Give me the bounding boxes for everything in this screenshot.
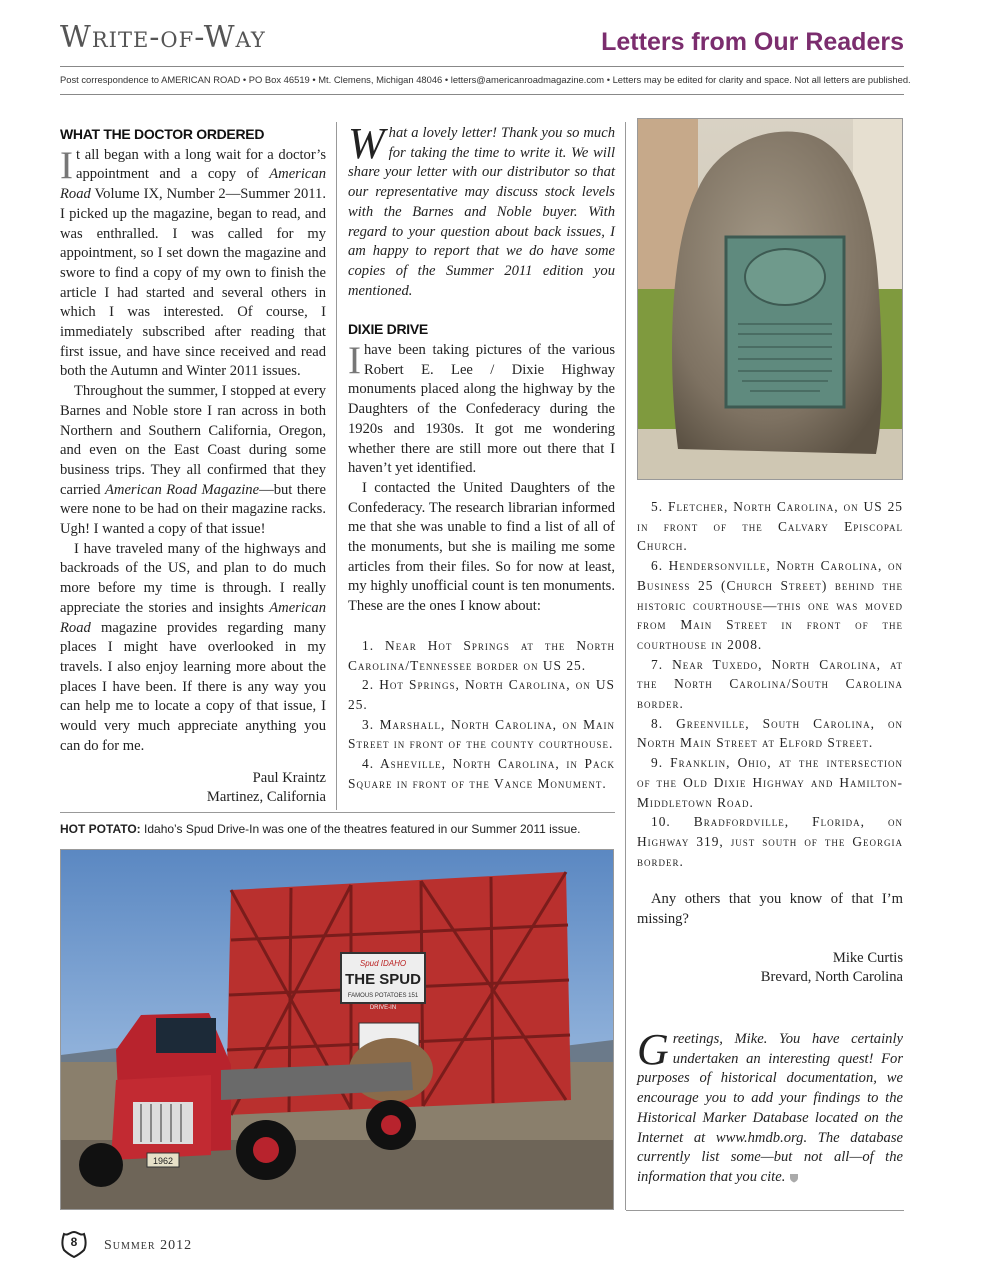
correspondence-line: Post correspondence to AMERICAN ROAD • PO Box 46519 • Mt. Clemens, Michigan 48046 • letters@americanroadmagazine.com • Letters may be edited for clarity and space. Not all letters are published. — [60, 74, 911, 85]
masthead: Write-of-Way — [60, 20, 266, 55]
letter-paragraph: I have traveled many of the highways and backroads of the US, and plan to do much more before my time is through. I really appreciate the stories and insights American Road magazine provides regarding many places I might have overlooked in my travels. I also enjoy learning more about the places I have been. If there is any way you can help me to locate a copy of that issue, I would very much appreciate anything you can do for me. — [60, 540, 326, 754]
editor-reply — [348, 119, 615, 301]
header-rule-bottom — [60, 94, 904, 95]
column-middle — [348, 119, 615, 794]
list-item: 3. Marshall, North Carolina, on Main Street in front of the county courthouse. — [348, 716, 615, 752]
letter-heading: DIXIE DRIVE — [348, 321, 428, 338]
spud-drive-in-photo — [60, 849, 614, 1210]
column-rule — [626, 1210, 904, 1211]
letter-paragraph: Throughout the summer, I stopped at every Barnes and Noble store I ran across in both Northern and Southern California, Oregon, and even on the East Coast during some business trips. They all confirmed that they carried American Road Magazine—but there were none to be had on their magazine racks. Ugh! I wanted a copy of that issue! — [60, 383, 326, 538]
reply-paragraph: What a lovely letter! Thank you so much for taking the time to write it. We will share your letter with our distributor so that our representative may discuss stock levels with the Barnes and Noble buyer. With regard to your question about back issues, I am happy to report that we do have some copies of the Summer 2011 edition you mentioned. — [348, 119, 615, 299]
list-item: 6. Hendersonville, North Carolina, on Business 25 (Church Street) behind the historic courthouse—this one was moved from Main Street in front of the courthouse in 2008. — [637, 558, 903, 652]
signature-place: Brevard, North Carolina — [760, 969, 903, 986]
end-mark-icon — [789, 1173, 799, 1183]
monument-photo — [637, 118, 903, 480]
license-plate: 1962 — [152, 1156, 174, 1166]
reply-paragraph: Greetings, Mike. You have certainly undertaken an interesting quest! For purposes of historical documentation, we encourage you to add your findings to the Historical Marker Database located on the Internet at www.hmdb.org. The database currently list some—but not all—of the information that you cite. — [637, 1025, 903, 1185]
photo-caption: HOT POTATO: Idaho’s Spud Drive-In was one of the theatres featured in our Summer 2011 issue. — [60, 822, 581, 836]
page-number: 8 — [70, 1235, 78, 1249]
editor-reply — [637, 1025, 903, 1188]
list-item: 4. Asheville, North Carolina, in Pack Square in front of the Vance Monument. — [348, 756, 615, 791]
section-title: Letters from Our Readers — [601, 28, 904, 56]
header-rule — [60, 66, 904, 67]
letter-paragraph: It all began with a long wait for a doctor’s appointment and a copy of American Road Volume IX, Number 2—Summer 2011. I picked up the magazine, began to read, and was enthralled. I was called for my appointment, so I set down the magazine and swore to find a copy of my own to finish the article I had started and several others in which I was interested. Of course, I immediately subscribed after reading that first issue, and have since received and read both the Autumn and Winter 2011 issues. — [60, 143, 326, 380]
list-item: 2. Hot Springs, North Carolina, on US 25. — [348, 677, 615, 712]
letter-paragraph: I have been taking pictures of the various Robert E. Lee / Dixie Highway monuments placed along the highway by the Daughters of the Confederacy during the 1920s and 1930s. It got me wondering whether there are still more out there that I haven’t yet identified. — [348, 339, 615, 477]
letter-doctor-ordered — [60, 125, 326, 808]
signature-name: Mike Curtis — [832, 949, 903, 966]
letter-heading: WHAT THE DOCTOR ORDERED — [60, 126, 265, 142]
letter-paragraph: I contacted the United Daughters of the Confederacy. The research librarian informed me that she was unable to find a list of all of the monuments, but she is mailing me some articles from their files. So for now at least, my highly unofficial count is ten monuments. These are the ones I know about: — [348, 479, 615, 615]
drop-cap: W — [348, 119, 385, 168]
list-item: 5. Fletcher, North Carolina, on US 25 in front of the Calvary Episcopal Church. — [637, 499, 903, 554]
list-item: 7. Near Tuxedo, North Carolina, at the North Carolina/South Carolina border. — [637, 656, 903, 712]
monument-illustration — [638, 119, 902, 479]
issue-label: Summer 2012 — [104, 1238, 193, 1253]
drive-in-illustration — [61, 850, 613, 1209]
column-divider — [336, 122, 337, 810]
section-divider — [60, 812, 615, 813]
signature-place: Martinez, California — [206, 789, 326, 806]
list-item: 9. Franklin, Ohio, at the intersection of the Old Dixie Highway and Hamilton-Middletown Road. — [637, 755, 903, 810]
drop-cap: I — [348, 339, 361, 383]
drop-cap: G — [637, 1025, 669, 1074]
sign-line-3: FAMOUS POTATOES 151 — [347, 993, 419, 999]
monument-list-part1 — [348, 636, 615, 794]
sign-line-1: Spud IDAHO — [359, 959, 407, 968]
list-item: 10. Bradfordville, Florida, on Highway 319, just south of the Georgia border. — [637, 814, 903, 869]
letter-closing: Any others that you know of that I’m missing? — [637, 891, 903, 928]
column-divider — [625, 122, 626, 1210]
sign-line-4: DRIVE-IN — [369, 1005, 397, 1011]
list-item: 8. Greenville, South Carolina, on North Main Street at Elford Street. — [637, 715, 903, 751]
monument-list-part2 — [637, 497, 903, 871]
signature-name: Paul Kraintz — [252, 769, 326, 786]
sign-line-2: THE SPUD — [345, 971, 421, 988]
list-item: 1. Near Hot Springs at the North Carolina/Tennessee border on US 25. — [348, 637, 615, 673]
drop-cap: I — [60, 143, 73, 187]
column-right — [637, 497, 903, 988]
